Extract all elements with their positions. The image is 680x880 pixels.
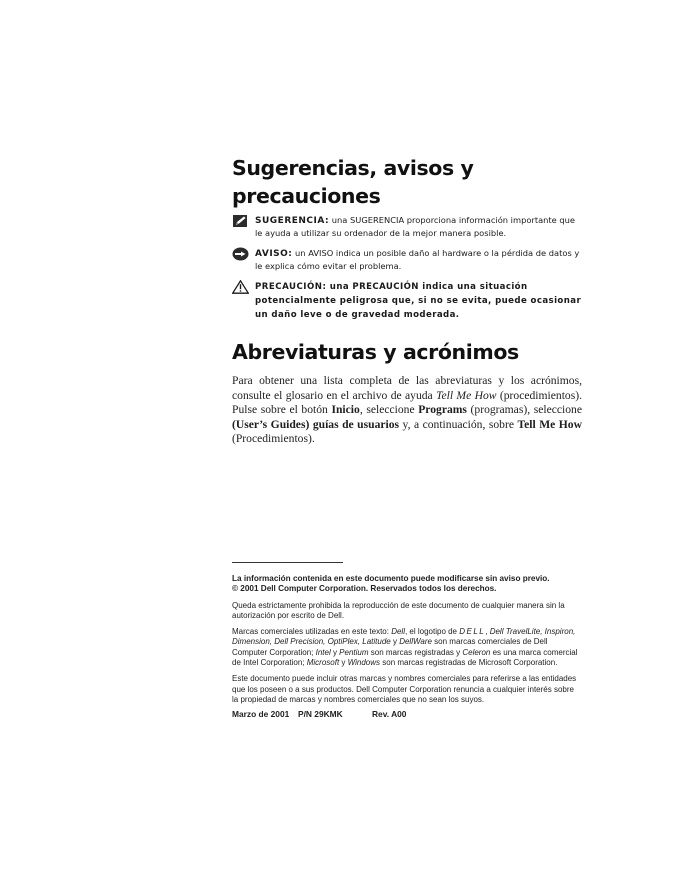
note-label: SUGERENCIA:	[255, 216, 330, 226]
page-content	[232, 150, 582, 447]
text-run: y	[390, 637, 400, 647]
copyright-line: © 2001 Dell Computer Corporation. Reservados todos los derechos.	[232, 584, 497, 594]
caution-label: PRECAUCIÓN:	[255, 282, 327, 292]
text-run: Para obtener una lista completa de las abreviaturas y los acrónimos, consulte el glosario en el archivo de ayuda	[232, 374, 582, 402]
reproduction-notice: Queda estrictamente prohibida la reproducción de este documento de cualquier manera sin la autorización por escrito de Dell.	[232, 600, 565, 620]
text-run: (programas), seleccione	[466, 403, 582, 417]
note-notice	[232, 247, 582, 272]
trademark: Pentium	[339, 647, 369, 657]
trademark: Dell	[391, 627, 405, 637]
users-guides-ref: (User’s Guides) guías de usuarios	[232, 417, 400, 431]
text-run: y, a continuación, sobre	[399, 417, 518, 431]
trademark: Celeron	[462, 647, 491, 657]
help-file-name: Tell Me How	[436, 388, 497, 402]
abbreviations-paragraph	[232, 374, 582, 447]
text-run: , el logotipo de	[404, 627, 460, 637]
other-marks-notice: Este documento puede incluir otras marcas y nombres comerciales para referirse a las entidades que los poseen o a sus productos. Dell Computer Corporation renuncia a cualquier interés sobre la propiedad de marcas y nombres comerciales que no sean los suyos.	[232, 674, 577, 704]
text-run: (procedimientos). Pulse sobre el botón	[232, 388, 582, 417]
footnote-divider	[232, 562, 343, 563]
note-tip	[232, 214, 582, 239]
text-run: Marcas comerciales utilizadas en este texto:	[232, 627, 392, 637]
text-run: son marcas registradas de Microsoft Corporation.	[380, 658, 558, 668]
heading-abbreviations: Abreviaturas y acrónimos	[232, 340, 519, 364]
trademark: Microsoft	[306, 658, 340, 668]
text-run: y	[339, 658, 348, 668]
legal-block	[232, 574, 582, 720]
trademark: Windows	[347, 658, 381, 668]
revision: Rev. A00	[372, 709, 407, 720]
pencil-note-icon	[232, 214, 249, 228]
publication-info	[232, 709, 582, 719]
text-run: son marcas registradas y	[368, 647, 463, 657]
heading-tips-notices-cautions: Sugerencias, avisos y precauciones	[232, 156, 474, 208]
legal-change-notice: La información contenida en este documento puede modificarse sin aviso previo.	[232, 574, 550, 583]
text-run: ,	[485, 627, 490, 637]
warning-triangle-icon	[232, 280, 249, 294]
part-number: P/N 29KMK	[298, 709, 343, 720]
trademark: DellWare	[399, 637, 432, 647]
start-button-ref: Inicio	[331, 403, 360, 417]
trademark: Intel	[315, 647, 331, 657]
programs-ref: Programs	[418, 403, 467, 417]
dell-logo-text: DELL	[459, 627, 486, 637]
text-run: es una marca comercial de Intel Corporation;	[232, 647, 578, 668]
text-run: son marcas comerciales de Dell Computer Corporation;	[232, 637, 548, 657]
hand-notice-icon	[232, 247, 249, 261]
tell-me-how-ref: Tell Me How	[517, 417, 582, 431]
trademark-list: Dell TravelLite, Inspiron, Dimension, Dell Precision, OptiPlex, Latitude	[232, 627, 576, 647]
trademarks-notice	[232, 627, 582, 668]
text-run: (Procedimientos).	[232, 432, 315, 446]
caution-text: una PRECAUCIÓN indica una situación potencialmente peligrosa que, si no se evita, puede ocasionar un daño leve o de gravedad moderada.	[255, 282, 582, 320]
note-caution	[232, 280, 582, 322]
text-run: , seleccione	[359, 403, 419, 417]
notice-text: un AVISO indica un posible daño al hardware o la pérdida de datos y le explica cómo evitar el problema.	[255, 248, 580, 271]
note-text: una SUGERENCIA proporciona información importante que le ayuda a utilizar su ordenador de la mejor manera posible.	[255, 215, 576, 238]
text-run: y	[330, 647, 340, 657]
publication-date: Marzo de 2001	[232, 709, 290, 720]
notice-label: AVISO:	[255, 249, 293, 259]
